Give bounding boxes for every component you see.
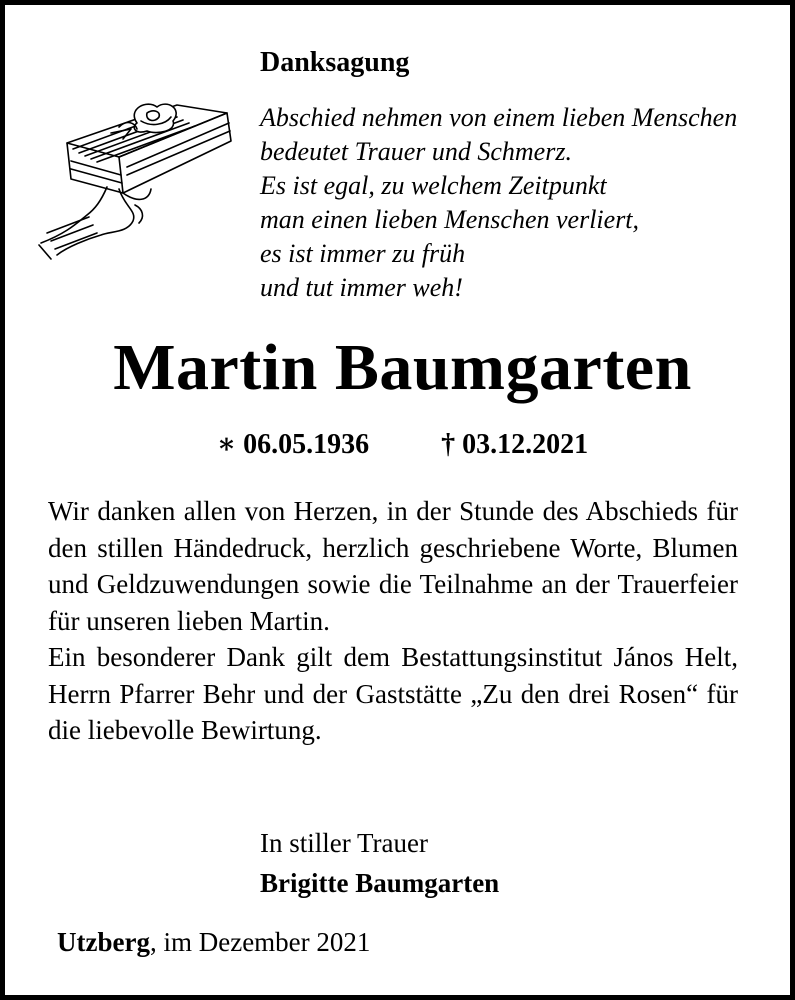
place-month: , im Dezember 2021 xyxy=(149,927,371,957)
birth-date: 06.05.1936 xyxy=(243,429,370,460)
deceased-name: Martin Baumgarten xyxy=(113,331,692,404)
thanks-paragraph: Ein besonderer Dank gilt dem Bestattungsinstitut János Helt, Herrn Pfarrer Behr und der Gaststätte „Zu den drei Rosen“ für die liebevolle Bewirtung. xyxy=(48,642,738,745)
signature-name: Brigitte Baumgarten xyxy=(260,868,500,898)
death-cross-icon: † xyxy=(441,429,456,460)
poem xyxy=(260,101,737,305)
poem-line: es ist immer zu früh xyxy=(260,239,466,268)
thanks-paragraph: Wir danken allen von Herzen, in der Stunde des Abschieds für den stillen Händedruck, herzlich geschriebene Worte, Blumen und Geldzuwendungen sowie die Teilnahme an der Trauerfeier für unseren lieben Martin. xyxy=(48,496,738,636)
place-city: Utzberg xyxy=(57,927,150,957)
thanks-text xyxy=(48,493,738,749)
poem-line: man einen lieben Menschen verliert, xyxy=(260,205,640,234)
heading: Danksagung xyxy=(260,47,410,78)
poem-line: Abschied nehmen von einem lieben Menschen xyxy=(260,103,738,132)
hand-holding-book-with-rose-icon xyxy=(27,83,247,263)
poem-line: Es ist egal, zu welchem Zeitpunkt xyxy=(260,171,607,200)
poem-line: und tut immer weh! xyxy=(260,273,463,302)
birth-star-icon: ∗ xyxy=(216,429,237,460)
signature xyxy=(260,823,499,903)
death-date: 03.12.2021 xyxy=(462,429,589,460)
signature-intro: In stiller Trauer xyxy=(260,828,428,858)
life-dates xyxy=(5,427,795,461)
poem-line: bedeutet Trauer und Schmerz. xyxy=(260,137,572,166)
place-date xyxy=(57,927,370,958)
